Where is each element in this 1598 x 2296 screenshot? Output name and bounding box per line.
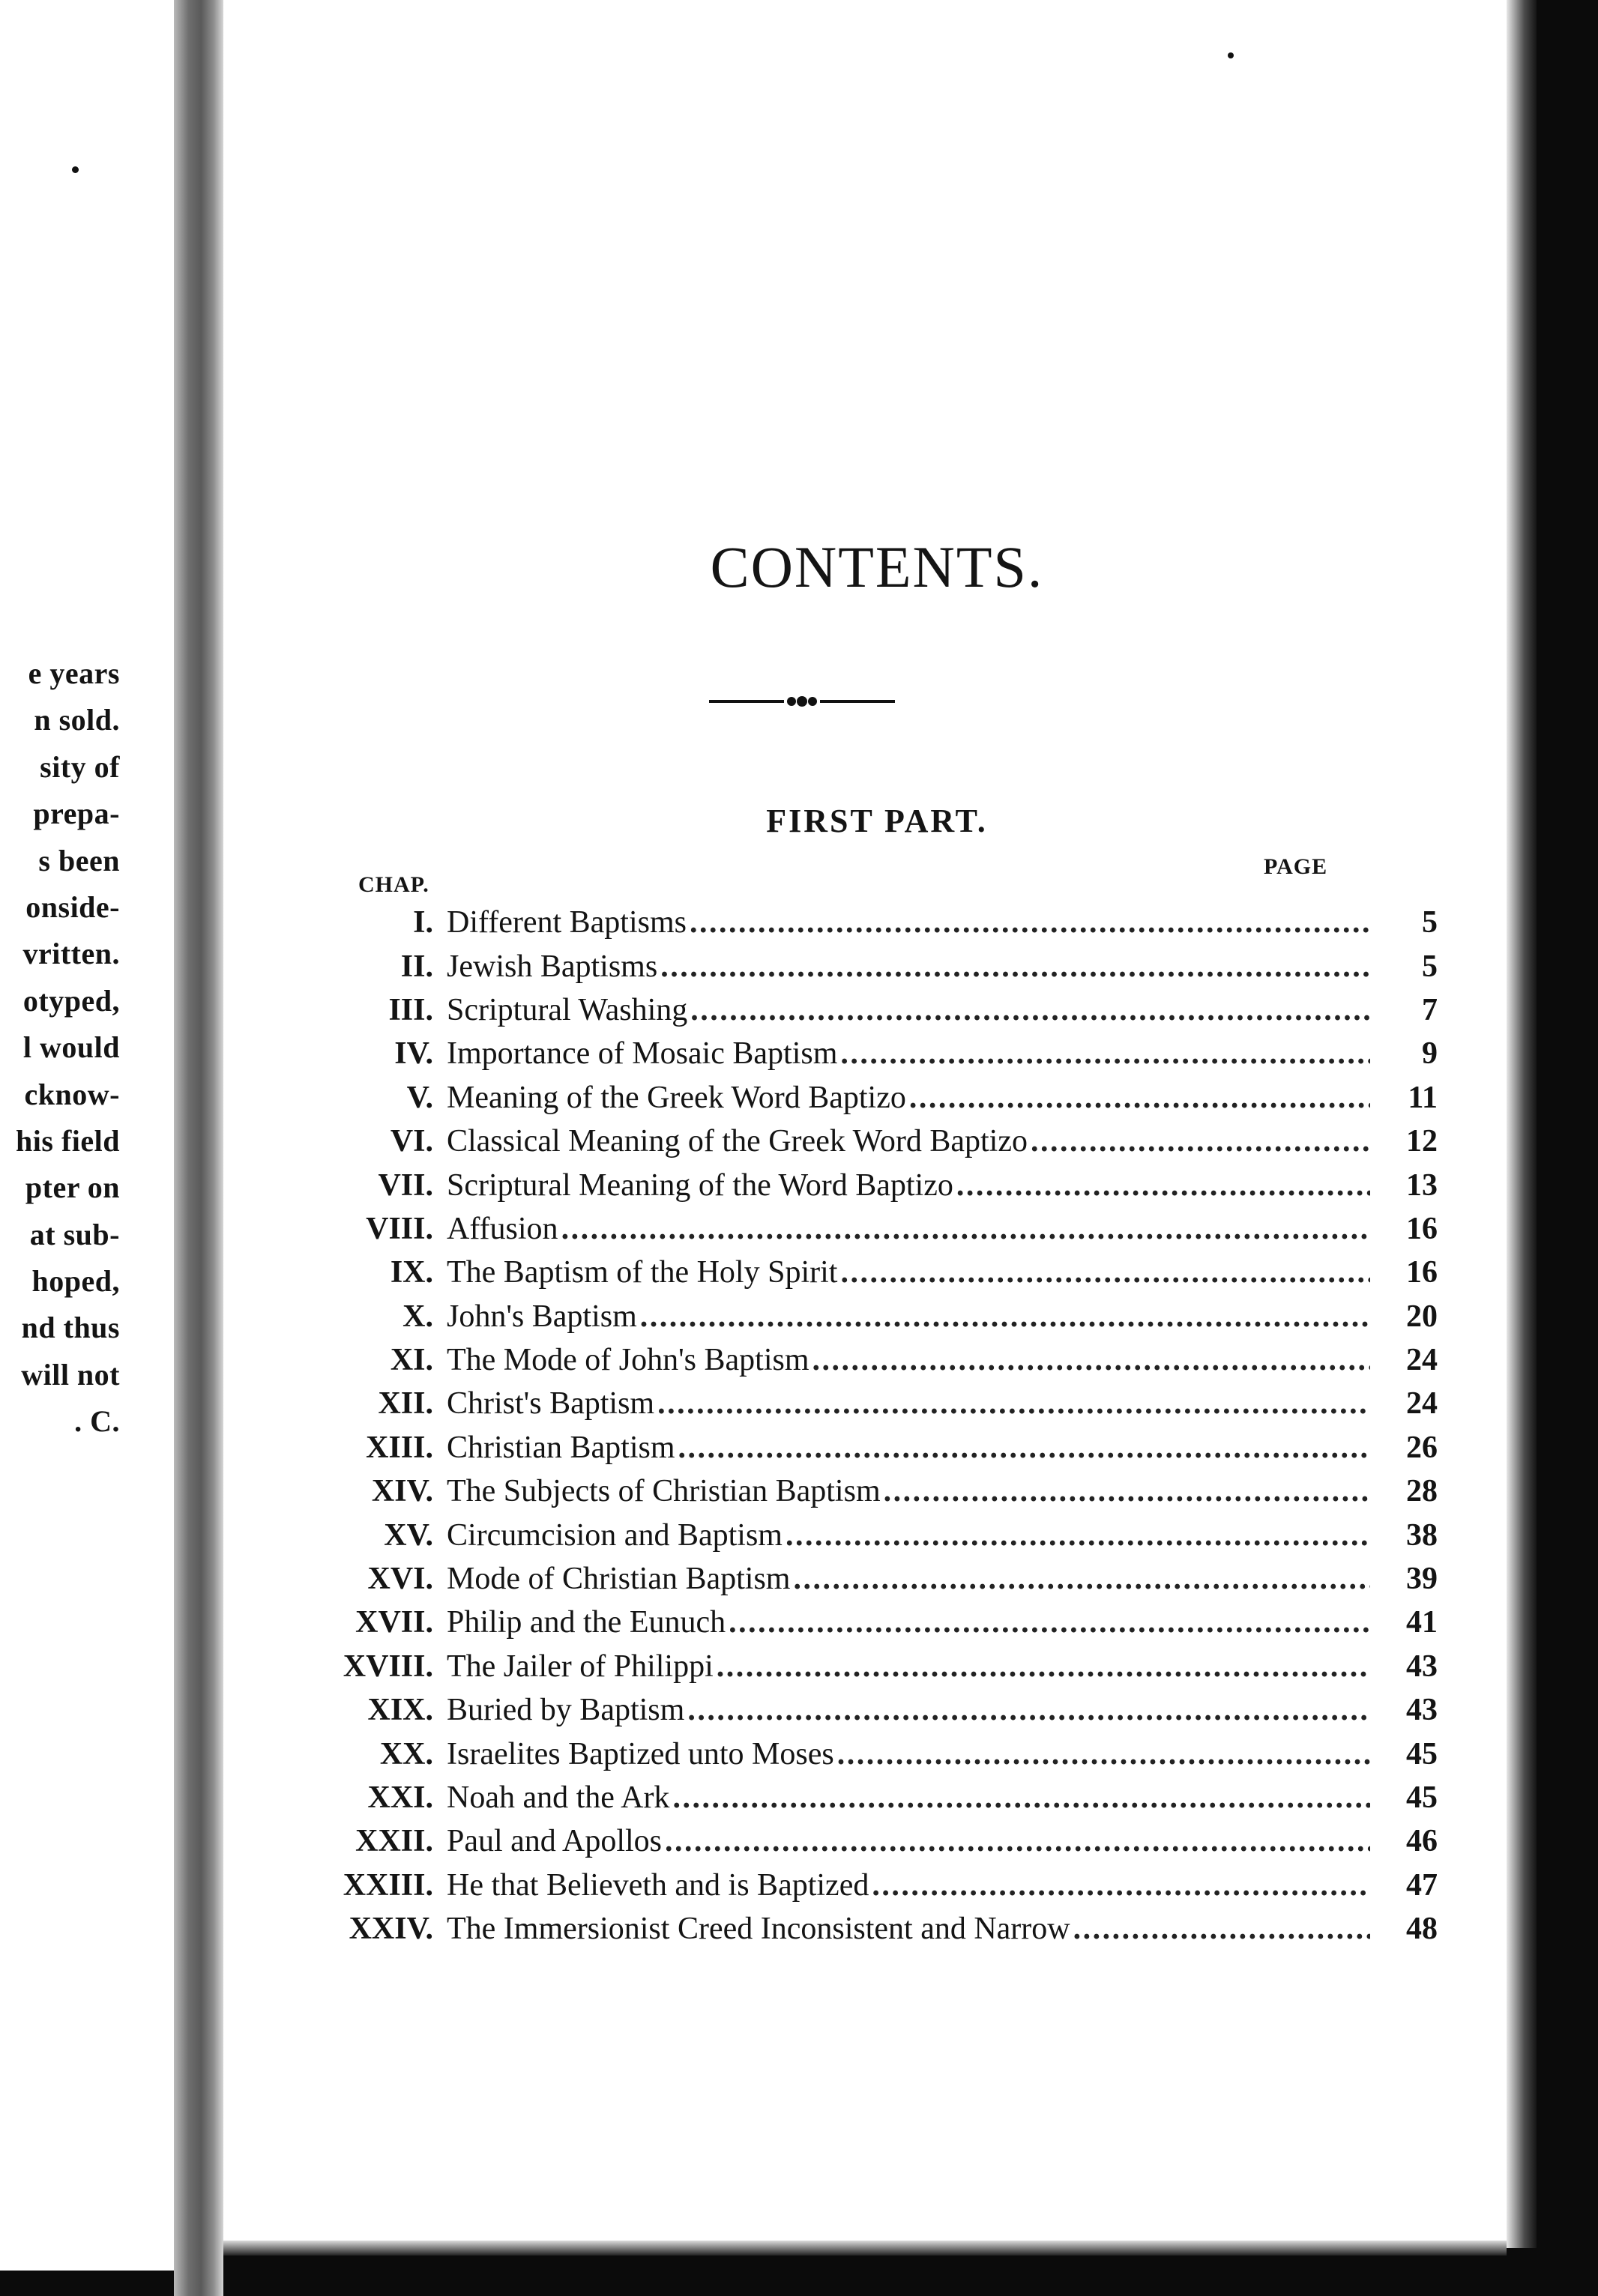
page-number: 41: [1406, 1605, 1438, 1640]
chapter-number: IX.: [390, 1255, 433, 1290]
chapter-title: Scriptural Meaning of the Word Baptizo: [447, 1167, 953, 1203]
page-title: CONTENTS.: [710, 534, 1044, 599]
toc-entry: [313, 1469, 1453, 1513]
toc-entry: [313, 1338, 1453, 1382]
chapter-number: XXIII.: [343, 1867, 433, 1903]
book-gutter: [174, 0, 223, 2296]
dot-leader: [675, 1430, 1371, 1466]
chapter-title: The Immersionist Creed Inconsistent and Narrow: [447, 1912, 1070, 1947]
page-number: 5: [1422, 949, 1438, 984]
page-number: 16: [1406, 1255, 1438, 1290]
dot-leader: [869, 1867, 1370, 1903]
chapter-title: Importance of Mosaic Baptism: [447, 1036, 838, 1072]
dot-leader: [687, 992, 1370, 1028]
dot-leader: [837, 1254, 1370, 1290]
chapter-title: The Baptism of the Holy Spirit: [447, 1255, 838, 1290]
facing-page-line: at sub-: [29, 1217, 120, 1251]
chapter-title: Circumcision and Baptism: [447, 1517, 783, 1553]
contents-page: [223, 0, 1507, 2241]
chapter-title: The Jailer of Philippi: [447, 1649, 714, 1684]
ornament-divider: [709, 691, 895, 712]
dot-leader: [714, 1649, 1370, 1685]
toc-entry: [313, 1382, 1453, 1425]
chapter-number: XVI.: [367, 1562, 433, 1597]
facing-page-line: e years: [28, 656, 120, 690]
page-number: 16: [1406, 1211, 1438, 1246]
part-heading: FIRST PART.: [766, 803, 988, 839]
dot-leader: [837, 1036, 1370, 1072]
toc-entry: [313, 1032, 1453, 1075]
dot-leader: [834, 1736, 1370, 1772]
chapter-number: I.: [413, 905, 433, 940]
chapter-title: Buried by Baptism: [447, 1693, 685, 1728]
page-number: 20: [1406, 1299, 1438, 1334]
page-number: 48: [1406, 1912, 1438, 1947]
page-number: 47: [1406, 1867, 1438, 1903]
page-number: 13: [1406, 1167, 1438, 1203]
facing-page: [0, 0, 174, 2271]
page-number: 26: [1406, 1430, 1438, 1465]
facing-page-line: onside-: [25, 889, 120, 924]
chapter-number: VI.: [390, 1124, 433, 1159]
ink-speck: [72, 166, 79, 173]
chapter-number: XII.: [378, 1386, 433, 1422]
toc-entry: [313, 1557, 1453, 1601]
dot-leader: [1070, 1911, 1370, 1947]
chapter-number: VII.: [378, 1167, 433, 1203]
facing-page-line: hoped,: [31, 1264, 120, 1299]
facing-page-line: nd thus: [21, 1311, 120, 1345]
chapter-number: XIII.: [366, 1430, 433, 1465]
dot-leader: [637, 1299, 1370, 1335]
dot-leader: [1028, 1123, 1370, 1159]
chapter-title: Christian Baptism: [447, 1430, 675, 1465]
dot-leader: [906, 1080, 1370, 1116]
toc-entry: [313, 1645, 1453, 1688]
dot-leader: [881, 1473, 1370, 1509]
chapter-number: XXI.: [367, 1780, 433, 1815]
toc-entry: [313, 944, 1453, 988]
toc-entry: [313, 1251, 1453, 1294]
chapter-number: XIX.: [367, 1693, 433, 1728]
chapter-title: The Mode of John's Baptism: [447, 1343, 809, 1378]
chapter-title: Noah and the Ark: [447, 1780, 670, 1815]
facing-page-text: [0, 650, 120, 1445]
facing-page-line: l would: [22, 1030, 120, 1065]
toc-entry: [313, 1076, 1453, 1120]
toc-entry: [313, 1426, 1453, 1469]
chapter-title: He that Believeth and is Baptized: [447, 1867, 869, 1903]
chapter-title: Jewish Baptisms: [447, 949, 658, 984]
chapter-title: Scriptural Washing: [447, 992, 688, 1027]
page-number: 12: [1406, 1124, 1438, 1159]
chapter-number: XIV.: [371, 1474, 433, 1509]
toc-entry: [313, 988, 1453, 1032]
toc-entry: [313, 1601, 1453, 1644]
page-number: 45: [1406, 1780, 1438, 1815]
chapter-number: XV.: [384, 1517, 433, 1553]
chapter-column-header: CHAP.: [358, 872, 429, 897]
chapter-number: IV.: [394, 1036, 433, 1072]
page-number: 24: [1406, 1386, 1438, 1422]
dot-leader: [809, 1342, 1370, 1378]
chapter-title: Mode of Christian Baptism: [447, 1562, 791, 1597]
page-edge: [1507, 0, 1537, 2248]
dot-leader: [657, 949, 1370, 985]
page-number: 7: [1422, 992, 1438, 1027]
toc-entry: [313, 1163, 1453, 1206]
page-number: 43: [1406, 1649, 1438, 1684]
page-number: 28: [1406, 1474, 1438, 1509]
page-number: 11: [1408, 1080, 1438, 1115]
chapter-title: Paul and Apollos: [447, 1824, 663, 1859]
chapter-number: XXII.: [355, 1824, 433, 1859]
ink-speck: [1228, 52, 1234, 58]
page-number: 46: [1406, 1824, 1438, 1859]
facing-page-line: . C.: [74, 1404, 120, 1439]
chapter-number: XI.: [390, 1343, 433, 1378]
chapter-number: III.: [388, 992, 433, 1027]
chapter-number: VIII.: [366, 1211, 433, 1246]
dot-leader: [558, 1211, 1370, 1247]
facing-page-line: otyped,: [22, 983, 120, 1018]
chapter-title: John's Baptism: [447, 1299, 637, 1334]
facing-page-line: his field: [16, 1123, 120, 1158]
page-number: 9: [1422, 1036, 1438, 1072]
page-bottom-edge: [223, 2241, 1507, 2256]
chapter-title: The Subjects of Christian Baptism: [447, 1474, 881, 1509]
toc-entry: [313, 1776, 1453, 1819]
chapter-number: XVII.: [355, 1605, 433, 1640]
chapter-number: XXIV.: [349, 1912, 433, 1947]
toc-entry: [313, 1688, 1453, 1732]
page-number: 5: [1422, 905, 1438, 940]
chapter-number: X.: [402, 1299, 433, 1334]
toc-entry: [313, 1732, 1453, 1775]
dot-leader: [654, 1386, 1370, 1422]
dot-leader: [684, 1692, 1370, 1728]
facing-page-line: s been: [38, 843, 120, 877]
toc-entry: [313, 1513, 1453, 1556]
toc-entry: [313, 1120, 1453, 1163]
toc-entry: [313, 901, 1453, 944]
chapter-title: Different Baptisms: [447, 905, 687, 940]
dot-leader: [669, 1780, 1370, 1816]
chapter-number: II.: [400, 949, 433, 984]
page-number: 24: [1406, 1343, 1438, 1378]
toc-entry: [313, 1907, 1453, 1951]
facing-page-line: will not: [21, 1357, 120, 1392]
toc-entry: [313, 1295, 1453, 1338]
chapter-number: XVIII.: [343, 1649, 433, 1684]
toc-entry: [313, 1864, 1453, 1907]
chapter-title: Philip and the Eunuch: [447, 1605, 726, 1640]
facing-page-line: cknow-: [24, 1077, 120, 1111]
chapter-title: Meaning of the Greek Word Baptizo: [447, 1080, 906, 1115]
page-number: 45: [1406, 1736, 1438, 1771]
facing-page-line: pter on: [25, 1170, 120, 1205]
chapter-title: Affusion: [447, 1211, 558, 1246]
toc-entry: [313, 1207, 1453, 1251]
page-column-header: PAGE: [1264, 854, 1328, 879]
chapter-title: Classical Meaning of the Greek Word Baptizo: [447, 1124, 1028, 1159]
page-number: 38: [1406, 1517, 1438, 1553]
dot-leader: [953, 1167, 1370, 1203]
facing-page-line: prepa-: [33, 797, 120, 831]
dot-leader: [790, 1561, 1370, 1597]
facing-page-line: n sold.: [34, 703, 120, 737]
chapter-title: Israelites Baptized unto Moses: [447, 1736, 834, 1771]
facing-page-line: vritten.: [22, 937, 120, 971]
dot-leader: [783, 1517, 1370, 1553]
chapter-title: Christ's Baptism: [447, 1386, 655, 1422]
dot-leader: [662, 1823, 1370, 1859]
dot-leader: [726, 1604, 1370, 1640]
page-number: 39: [1406, 1562, 1438, 1597]
table-of-contents: [313, 901, 1453, 1951]
facing-page-line: sity of: [40, 749, 120, 784]
toc-entry: [313, 1819, 1453, 1863]
chapter-number: V.: [406, 1080, 433, 1115]
chapter-number: XX.: [379, 1736, 433, 1771]
page-number: 43: [1406, 1693, 1438, 1728]
dot-leader: [687, 904, 1370, 940]
